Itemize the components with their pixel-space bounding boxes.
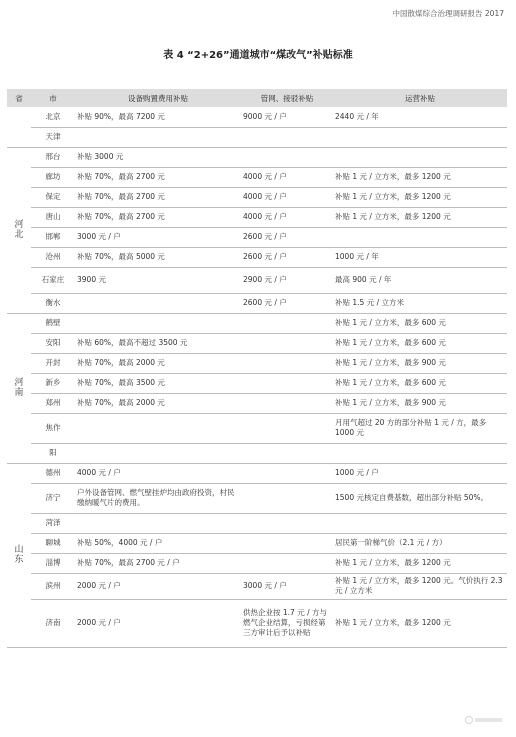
city-cell: 焦作	[45, 423, 61, 432]
operation-cell: 1500 元核定自费基数，超出部分补贴 50%。	[335, 493, 489, 502]
pipe-cell	[241, 373, 333, 393]
operation-cell: 补贴 1 元 / 立方米，最多 600 元	[335, 338, 446, 347]
table-row	[7, 573, 507, 599]
city-cell: 邯郸	[45, 232, 61, 241]
equipment-cell: 补贴 70%，最高 2000 元	[77, 358, 165, 367]
equipment-cell	[75, 443, 241, 463]
pipe-cell: 4000 元 / 户	[243, 192, 287, 201]
province-cell: 河 北	[14, 220, 24, 240]
pipe-cell	[241, 533, 333, 553]
pipe-cell	[241, 353, 333, 373]
operation-cell: 2440 元 / 年	[335, 111, 379, 121]
city-cell: 廊坊	[45, 172, 61, 181]
pipe-cell	[241, 443, 333, 463]
table-row	[7, 247, 507, 267]
col-equipment: 设备购置费用补贴	[128, 93, 188, 103]
equipment-cell	[75, 513, 241, 533]
table-row	[7, 513, 507, 533]
equipment-cell: 补贴 3000 元	[77, 152, 124, 161]
city-cell: 唐山	[45, 212, 61, 221]
operation-cell: 补贴 1 元 / 立方米，最多 600 元	[335, 378, 446, 387]
col-pipe: 管网、接驳补贴	[260, 93, 314, 103]
city-cell: 阳	[49, 448, 57, 457]
table-body	[7, 107, 507, 647]
col-operation: 运营补贴	[405, 93, 435, 103]
operation-cell	[333, 127, 507, 147]
equipment-cell: 补贴 70%，最高 2700 元	[77, 212, 165, 221]
pipe-cell: 4000 元 / 户	[243, 212, 287, 221]
table-title: 表 4 “2+26”通道城市“煤改气”补贴标准	[163, 50, 353, 61]
col-city: 市	[49, 93, 57, 103]
operation-cell: 补贴 1 元 / 立方米，最多 1200 元	[335, 618, 451, 627]
equipment-cell: 补贴 60%，最高不超过 3500 元	[77, 338, 188, 347]
operation-cell: 1000 元 / 年	[335, 252, 379, 261]
table-row	[7, 353, 507, 373]
equipment-cell	[75, 293, 241, 313]
province-cell: 山 东	[14, 545, 24, 565]
operation-cell: 补贴 1 元 / 立方米，最多 900 元	[335, 358, 446, 367]
pipe-cell	[241, 333, 333, 353]
table-row	[7, 167, 507, 187]
pipe-cell: 3000 元 / 户	[243, 581, 287, 590]
city-cell: 新乡	[45, 378, 61, 387]
pipe-cell: 2600 元 / 户	[243, 252, 287, 261]
col-province: 省	[15, 93, 23, 103]
equipment-cell: 补贴 70%，最高 2000 元	[77, 398, 165, 407]
city-cell: 沧州	[45, 252, 61, 261]
operation-cell: 补贴 1 元 / 立方米，最多 1200 元	[335, 558, 451, 567]
equipment-cell: 户外设备管网、燃气壁挂炉均由政府投资，村民缴纳暖气片的费用。	[77, 488, 235, 507]
table-row	[7, 553, 507, 573]
table-row	[7, 413, 507, 443]
equipment-cell: 补贴 70%，最高 2700 元	[77, 192, 165, 201]
operation-cell	[333, 147, 507, 167]
pipe-cell: 9000 元 / 户	[243, 111, 287, 121]
pipe-cell: 2900 元 / 户	[243, 275, 287, 284]
table-row	[7, 293, 507, 313]
pipe-cell	[241, 313, 333, 333]
pipe-cell: 4000 元 / 户	[243, 172, 287, 181]
city-cell: 菏泽	[45, 518, 61, 527]
equipment-cell: 2000 元 / 户	[77, 581, 121, 590]
table-row	[7, 313, 507, 333]
equipment-cell: 补贴 90%，最高 7200 元	[77, 111, 165, 121]
city-cell: 济南	[45, 618, 61, 627]
table-row	[7, 147, 507, 167]
operation-cell: 补贴 1 元 / 立方米，最多 1200 元	[335, 192, 451, 201]
equipment-cell: 补贴 70%，最高 2700 元 / 户	[77, 558, 180, 567]
pipe-cell: 供热企业按 1.7 元 / 方与燃气企业结算，亏损经第三方审计后予以补贴	[243, 608, 327, 637]
city-cell: 德州	[45, 468, 61, 477]
header-row	[7, 89, 507, 107]
equipment-cell	[75, 127, 241, 147]
equipment-cell: 4000 元 / 户	[77, 468, 121, 477]
operation-cell	[333, 513, 507, 533]
table-row	[7, 443, 507, 463]
operation-cell: 1000 元 / 户	[335, 468, 379, 477]
city-cell: 安阳	[45, 338, 61, 347]
operation-cell: 最高 900 元 / 年	[335, 275, 392, 284]
operation-cell: 补贴 1 元 / 立方米，最多 1200 元	[335, 212, 451, 221]
city-cell: 滨州	[45, 581, 61, 590]
city-cell: 天津	[45, 132, 61, 141]
operation-cell: 居民第一阶梯气价（2.1 元 / 方）	[335, 538, 447, 547]
pipe-cell	[241, 147, 333, 167]
city-cell: 石家庄	[41, 275, 65, 284]
equipment-cell	[75, 413, 241, 443]
table-row	[7, 187, 507, 207]
city-cell: 鹤壁	[45, 318, 61, 327]
subsidy-table	[7, 89, 507, 648]
pipe-cell	[241, 483, 333, 513]
city-cell: 郑州	[45, 398, 61, 407]
report-header: 中国散煤综合治理调研报告 2017	[392, 9, 504, 18]
operation-cell: 补贴 1 元 / 立方米，最多 600 元	[335, 318, 446, 327]
equipment-cell: 补贴 50%，4000 元 / 户	[77, 538, 163, 547]
pipe-cell	[241, 413, 333, 443]
city-cell: 开封	[45, 358, 61, 367]
city-cell: 邢台	[45, 152, 61, 161]
table-row	[7, 107, 507, 127]
table-row	[7, 333, 507, 353]
table-row	[7, 533, 507, 553]
equipment-cell: 3900 元	[77, 275, 106, 284]
watermark-logo	[464, 715, 504, 725]
table-row	[7, 483, 507, 513]
pipe-cell	[241, 513, 333, 533]
operation-cell: 补贴 1.5 元 / 立方米	[335, 298, 404, 307]
operation-cell	[333, 227, 507, 247]
equipment-cell: 补贴 70%，最高 3500 元	[77, 378, 165, 387]
operation-cell: 月用气超过 20 方的部分补贴 1 元 / 方，最多 1000 元	[335, 418, 487, 437]
table-row	[7, 127, 507, 147]
city-cell: 济宁	[45, 493, 61, 502]
city-cell: 衡水	[45, 298, 61, 307]
table-row	[7, 373, 507, 393]
pipe-cell	[241, 553, 333, 573]
pipe-cell	[241, 127, 333, 147]
operation-cell: 补贴 1 元 / 立方米，最多 900 元	[335, 398, 446, 407]
operation-cell: 补贴 1 元 / 立方米，最多 1200 元。气价执行 2.3 元 / 立方米	[335, 576, 503, 595]
city-cell: 聊城	[45, 538, 61, 547]
operation-cell: 补贴 1 元 / 立方米，最多 1200 元	[335, 172, 451, 181]
table-row	[7, 599, 507, 647]
equipment-cell: 补贴 70%，最高 5000 元	[77, 252, 165, 261]
equipment-cell	[75, 313, 241, 333]
province-cell: 河 南	[14, 378, 24, 398]
province-cell	[7, 107, 31, 147]
city-cell: 保定	[45, 192, 61, 201]
pipe-cell	[241, 463, 333, 483]
table-row	[7, 227, 507, 247]
pipe-cell	[241, 393, 333, 413]
city-cell: 北京	[45, 111, 61, 121]
table-row	[7, 393, 507, 413]
equipment-cell: 2000 元 / 户	[77, 618, 121, 627]
table-row	[7, 463, 507, 483]
operation-cell	[333, 443, 507, 463]
pipe-cell: 2600 元 / 户	[243, 232, 287, 241]
city-cell: 淄博	[45, 558, 61, 567]
equipment-cell: 3000 元 / 户	[77, 232, 121, 241]
pipe-cell: 2600 元 / 户	[243, 298, 287, 307]
table-row	[7, 207, 507, 227]
equipment-cell: 补贴 70%，最高 2700 元	[77, 172, 165, 181]
table-row	[7, 267, 507, 293]
